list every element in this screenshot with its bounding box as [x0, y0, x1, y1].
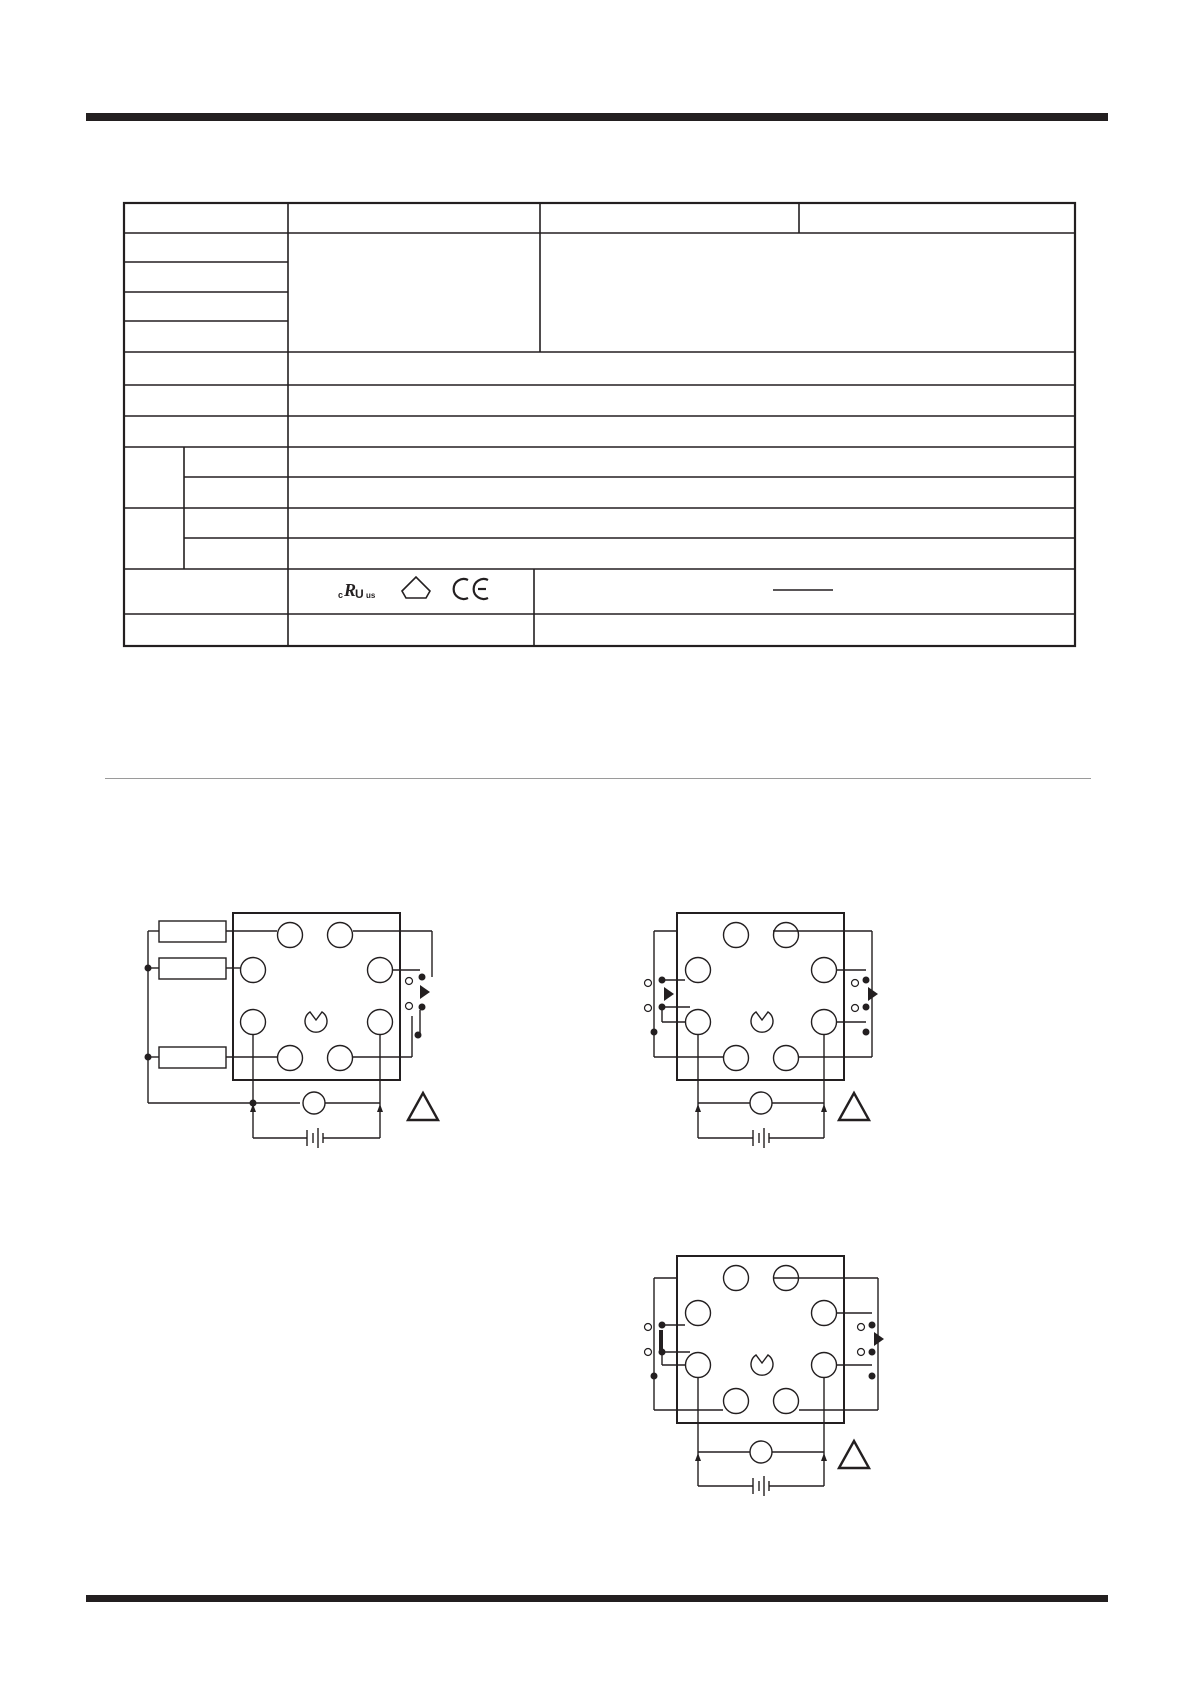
- socket-1-body: [233, 913, 400, 1080]
- svg-text:U: U: [355, 587, 364, 601]
- wiring-diagram-1-open-contacts: [406, 978, 413, 1010]
- warning-triangle-2: [839, 1093, 869, 1120]
- coil-1: [303, 1092, 325, 1114]
- terminal-2-4: [812, 958, 837, 983]
- socket-2-key: [751, 1012, 773, 1032]
- terminal-1-8: [328, 1046, 353, 1071]
- socket-3-body: [677, 1256, 844, 1423]
- triangle-mark-icon: [402, 577, 430, 598]
- terminal-2-7: [724, 1046, 749, 1071]
- terminal-1-4: [368, 958, 393, 983]
- terminal-1-7: [278, 1046, 303, 1071]
- terminal-2-8: [774, 1046, 799, 1071]
- terminal-3-1: [724, 1266, 749, 1291]
- wiring-diagram-3-dots: [651, 1322, 885, 1462]
- input-box-1: [159, 921, 226, 942]
- terminal-3-3: [686, 1301, 711, 1326]
- ul-recognized-icon: [338, 580, 376, 601]
- wiring-diagram-1: [148, 913, 438, 1148]
- terminal-1-6: [368, 1010, 393, 1035]
- terminal-2-5: [686, 1010, 711, 1035]
- socket-3-key: [751, 1355, 773, 1375]
- svg-text:c: c: [338, 590, 344, 600]
- terminal-3-5: [686, 1353, 711, 1378]
- socket-1-key: [305, 1012, 327, 1032]
- wiring-diagram-3: [654, 1256, 878, 1496]
- input-box-2: [159, 958, 226, 979]
- warning-triangle-1: [408, 1093, 438, 1120]
- terminal-1-3: [241, 958, 266, 983]
- terminal-2-3: [686, 958, 711, 983]
- terminal-3-7: [724, 1389, 749, 1414]
- coil-3: [750, 1441, 772, 1463]
- terminal-2-1: [724, 923, 749, 948]
- terminal-1-1: [278, 923, 303, 948]
- terminal-2-2: [774, 923, 799, 948]
- terminal-2-6: [812, 1010, 837, 1035]
- spec-table: [124, 203, 1075, 646]
- ce-mark-icon: [454, 579, 488, 599]
- svg-text:R: R: [344, 580, 357, 600]
- terminal-3-4: [812, 1301, 837, 1326]
- wiring-diagram-1-dots: [145, 965, 431, 1113]
- socket-2-body: [677, 913, 844, 1080]
- input-box-3: [159, 1047, 226, 1068]
- coil-2: [750, 1092, 772, 1114]
- spec-table-frame: [124, 203, 1075, 646]
- terminal-3-8: [774, 1389, 799, 1414]
- wiring-diagram-2: [654, 913, 872, 1148]
- svg-text:us: us: [366, 591, 376, 600]
- warning-triangle-3: [839, 1441, 869, 1468]
- terminal-3-6: [812, 1353, 837, 1378]
- terminal-1-2: [328, 923, 353, 948]
- terminal-1-5: [241, 1010, 266, 1035]
